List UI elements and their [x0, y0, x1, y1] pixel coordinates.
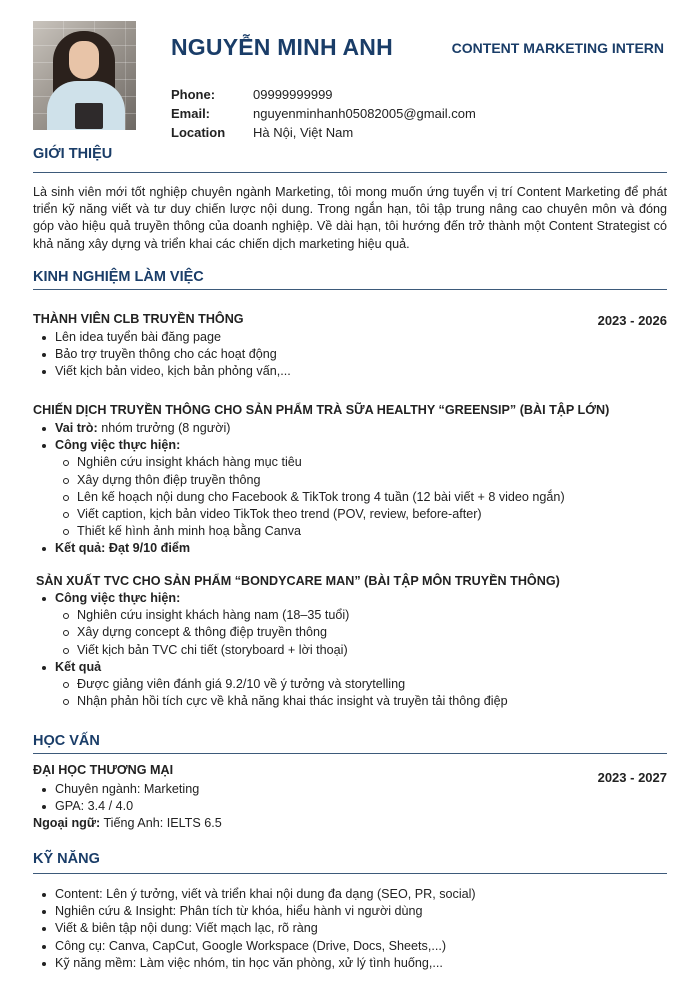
candidate-name: NGUYỄN MINH ANH	[171, 34, 393, 60]
tasks-label: Công việc thực hiện:	[55, 591, 181, 605]
email-value: nguyenminhanh05082005@gmail.com	[253, 106, 476, 121]
education-date: 2023 - 2027	[597, 770, 667, 785]
sub-list-item: Được giảng viên đánh giá 9.2/10 về ý tưởng và storytelling	[55, 676, 508, 693]
sub-list	[55, 454, 565, 540]
list-item: Công cụ: Canva, CapCut, Google Workspace (Drive, Docs, Sheets,...)	[33, 938, 476, 955]
project-title: SẢN XUẤT TVC CHO SẢN PHẨM “BONDYCARE MAN” (BÀI TẬP MÔN TRUYỀN THÔNG)	[36, 574, 560, 588]
role-label: Vai trò:	[55, 421, 98, 435]
result-item: Kết quả: Đạt 9/10 điểm	[33, 540, 565, 557]
contact-label: Location	[171, 125, 226, 140]
education-list	[33, 781, 199, 815]
contact-label: Email:	[171, 106, 211, 121]
language-value: Tiếng Anh: IELTS 6.5	[100, 816, 222, 830]
sub-list-item: Xây dựng concept & thông điệp truyền thông	[55, 624, 508, 641]
sub-list-item: Nghiên cứu insight khách hàng nam (18–35 tuổi)	[55, 607, 508, 624]
location-value: Hà Nội, Việt Nam	[253, 125, 354, 140]
language-label: Ngoại ngữ:	[33, 816, 101, 830]
skills-list	[33, 886, 476, 972]
project-details-list	[33, 420, 565, 558]
sub-list-item: Viết caption, kịch bản video TikTok theo trend (POV, review, before-after)	[55, 506, 565, 523]
job-title: THÀNH VIÊN CLB TRUYỀN THÔNG	[33, 312, 244, 326]
sub-list-item: Viết kịch bản TVC chi tiết (storyboard + lời thoại)	[55, 642, 508, 659]
contact-label: Phone:	[171, 87, 216, 102]
language-line	[33, 816, 222, 830]
divider	[33, 873, 667, 874]
intro-text: Là sinh viên mới tốt nghiệp chuyên ngành Marketing, tôi mong muốn ứng tuyển vị trí Content Marketing để phát triển kỹ năng viết và tư duy chiến lược nội dung. Trong ngắn hạn, tôi tập trung nâng cao chuyên môn và đóng góp vào hiệu quả truyền thông của doanh nghiệp. Về dài hạn, tôi hướng đến trở thành một Content Strategist có khả năng xây dựng và triển khai các chiến dịch marketing hiệu quả.	[33, 185, 667, 251]
section-title-skills: KỸ NĂNG	[33, 851, 100, 867]
sub-list-item: Xây dựng thôn điệp truyền thông	[55, 472, 565, 489]
contact-location	[171, 123, 476, 142]
list-item: Content: Lên ý tưởng, viết và triển khai nội dung đa dạng (SEO, PR, social)	[33, 886, 476, 903]
contact-block	[171, 85, 476, 142]
list-item	[33, 659, 508, 711]
role-value: nhóm trưởng (8 người)	[97, 421, 231, 435]
contact-email	[171, 104, 476, 123]
list-item: Bảo trợ truyền thông cho các hoạt động	[33, 346, 291, 363]
sub-list-item: Thiết kế hình ảnh minh hoạ bằng Canva	[55, 523, 565, 540]
result-label: Kết quả	[55, 659, 102, 674]
divider	[33, 172, 667, 173]
project-details-list	[33, 590, 508, 710]
list-item: Nghiên cứu & Insight: Phân tích từ khóa, hiểu hành vi người dùng	[33, 903, 476, 920]
job-date: 2023 - 2026	[597, 313, 667, 328]
section-title-education: HỌC VẤN	[33, 733, 100, 749]
sub-list	[55, 676, 508, 710]
profile-photo	[33, 21, 136, 130]
list-item: Viết & biên tập nội dung: Viết mạch lạc, rõ ràng	[33, 920, 476, 937]
list-item	[33, 420, 565, 437]
section-title-experience: KINH NGHIỆM LÀM VIỆC	[33, 269, 204, 285]
section-title-intro: GIỚI THIỆU	[33, 146, 113, 162]
tasks-label: Công việc thực hiện:	[55, 438, 181, 453]
list-item	[33, 437, 565, 540]
contact-phone	[171, 85, 476, 104]
divider	[33, 289, 667, 290]
divider	[33, 753, 667, 754]
phone-value: 09999999999	[253, 87, 333, 102]
job-duties-list	[33, 329, 291, 381]
sub-list-item: Nhận phản hồi tích cực về khả năng khai thác insight và truyền tải thông điệp	[55, 693, 508, 710]
sub-list-item: Lên kế hoạch nội dung cho Facebook & TikTok trong 4 tuần (12 bài viết + 8 video ngắn)	[55, 489, 565, 506]
sub-list-item: Nghiên cứu insight khách hàng mục tiêu	[55, 454, 565, 471]
list-item: Kỹ năng mềm: Làm việc nhóm, tin học văn phòng, xử lý tình huống,...	[33, 955, 476, 972]
list-item: GPA: 3.4 / 4.0	[33, 798, 199, 815]
list-item	[33, 590, 508, 659]
list-item: Viết kịch bản video, kịch bản phỏng vấn,...	[33, 363, 291, 380]
sub-list	[55, 607, 508, 659]
project-title: CHIẾN DỊCH TRUYỀN THÔNG CHO SẢN PHẨM TRÀ SỮA HEALTHY “GREENSIP” (BÀI TẬP LỚN)	[33, 403, 610, 417]
list-item: Lên idea tuyển bài đăng page	[33, 329, 291, 346]
list-item: Chuyên ngành: Marketing	[33, 781, 199, 798]
school-name: ĐẠI HỌC THƯƠNG MẠI	[33, 763, 174, 777]
job-role: CONTENT MARKETING INTERN	[451, 40, 664, 56]
